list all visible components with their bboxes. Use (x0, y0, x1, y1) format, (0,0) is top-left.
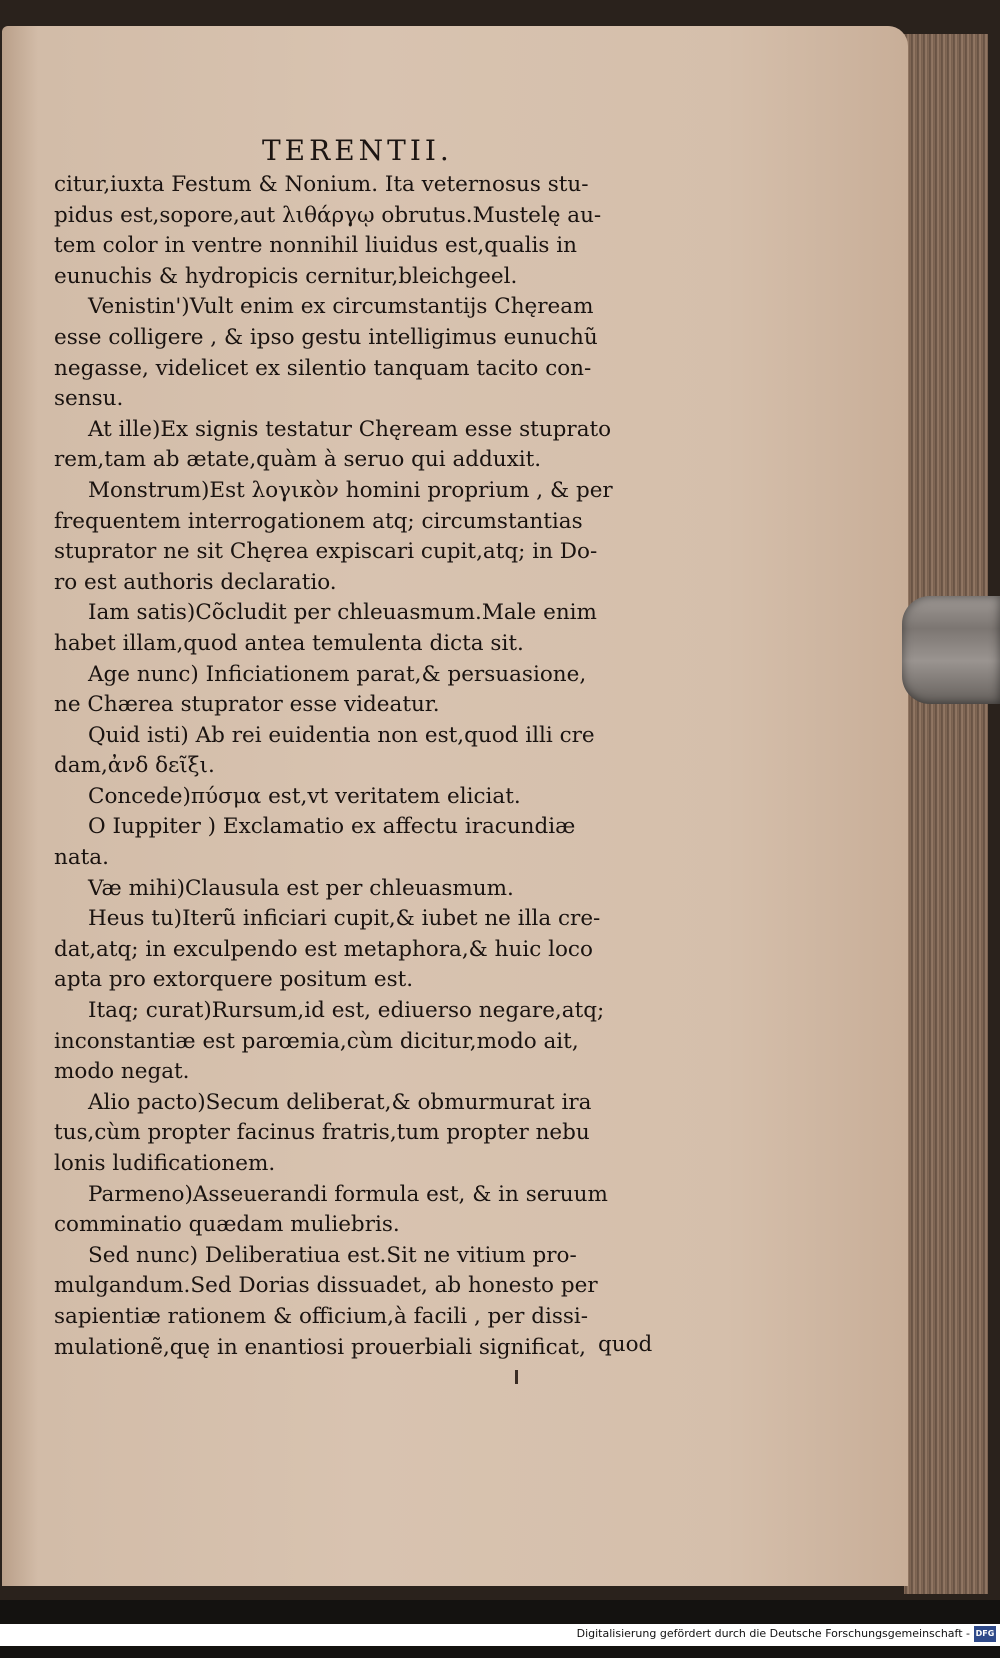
text-line: ro est authoris declaratio. (54, 569, 337, 595)
text-line: lonis ludificationem. (54, 1151, 276, 1176)
text-line: eunuchis & hydropicis cernitur,bleichgeel. (54, 263, 518, 289)
text-line: esse colligere , & ipso gestu intelligimus eunuchũ (54, 324, 598, 350)
text-line: tem color in ventre nonnihil liuidus est,qualis in (54, 233, 578, 259)
text-line: habet illam,quod antea temulenta dicta sit. (54, 630, 524, 656)
text-line: Concede)πύσμα est,vt veritatem eliciat. (88, 783, 521, 809)
text-line: dam,ἀνδ δεῖξι. (54, 753, 215, 779)
text-line: Sed nunc) Deliberatiua est.Sit ne vitium pro- (88, 1242, 577, 1268)
text-line: Venistin')Vult enim ex circumstantijs Chęream (88, 294, 594, 320)
book-clasp (902, 596, 1000, 704)
text-line: dat,atq; in exculpendo est metaphora,& huic loco (54, 936, 593, 962)
text-line: pidus est,sopore,aut λιθάργῳ obrutus.Mustelę au- (54, 202, 602, 228)
page-edges (904, 34, 988, 1594)
text-line: modo negat. (54, 1059, 190, 1085)
text-line: tus,cùm propter facinus fratris,tum propter nebu (54, 1120, 590, 1146)
text-line: At ille)Ex signis testatur Chęream esse stuprato (88, 416, 612, 442)
text-line: O Iuppiter ) Exclamatio ex affectu iracundiæ (88, 814, 576, 840)
text-line: mulationẽ,quę in enantiosi prouerbiali significat, (54, 1334, 586, 1360)
text-line: Iam satis)Cõcludit per chleuasmum.Male enim (88, 600, 597, 626)
text-line: sapientiæ rationem & officium,à facili , per dissi- (54, 1303, 589, 1329)
text-line: mulgandum.Sed Dorias dissuadet, ab honesto per (54, 1273, 598, 1299)
text-line: Parmeno)Asseuerandi formula est, & in seruum (88, 1181, 608, 1207)
text-line: sensu. (54, 386, 124, 412)
text-line: frequentem interrogationem atq; circumstantias (54, 508, 583, 534)
text-line: inconstantiæ est parœmia,cùm dicitur,modo ait, (54, 1028, 579, 1054)
text-line: Heus tu)Iterũ inficiari cupit,& iubet ne illa cre- (88, 906, 601, 932)
text-line: negasse, videlicet ex silentio tanquam tacito con- (54, 355, 592, 381)
running-head: TERENTII. (262, 134, 453, 167)
body-text (54, 170, 664, 1363)
text-line: rem,tam ab ætate,quàm à seruo qui adduxit. (54, 447, 542, 473)
text-line: ne Chærea stuprator esse videatur. (54, 692, 440, 718)
text-line: Monstrum)Est λογικὸν homini proprium , & per (88, 477, 613, 503)
text-line: Væ mihi)Clausula est per chleuasmum. (88, 875, 514, 901)
text-line: Alio pacto)Secum deliberat,& obmurmurat ira (88, 1089, 592, 1115)
footer-credit: Digitalisierung gefördert durch die Deutsche Forschungsgemeinschaft - (576, 1627, 970, 1640)
text-line: Age nunc) Inficiationem parat,& persuasione, (88, 661, 587, 687)
text-line: stuprator ne sit Chęrea expiscari cupit,atq; in Do- (54, 539, 598, 565)
text-line: citur,iuxta Festum & Nonium. Ita veternosus stu- (54, 172, 589, 197)
dfg-logo: DFG (974, 1626, 996, 1642)
text-line: Itaq; curat)Rursum,id est, ediuerso negare,atq; (88, 998, 605, 1024)
text-line: comminatio quædam muliebris. (54, 1212, 400, 1238)
text-line: nata. (54, 845, 109, 871)
text-line: apta pro extorquere positum est. (54, 967, 414, 993)
signature-mark (515, 1370, 518, 1384)
footer-bar (0, 1624, 1000, 1646)
catchword: quod (598, 1332, 653, 1357)
text-line: Quid isti) Ab rei euidentia non est,quod illi cre (88, 722, 595, 748)
